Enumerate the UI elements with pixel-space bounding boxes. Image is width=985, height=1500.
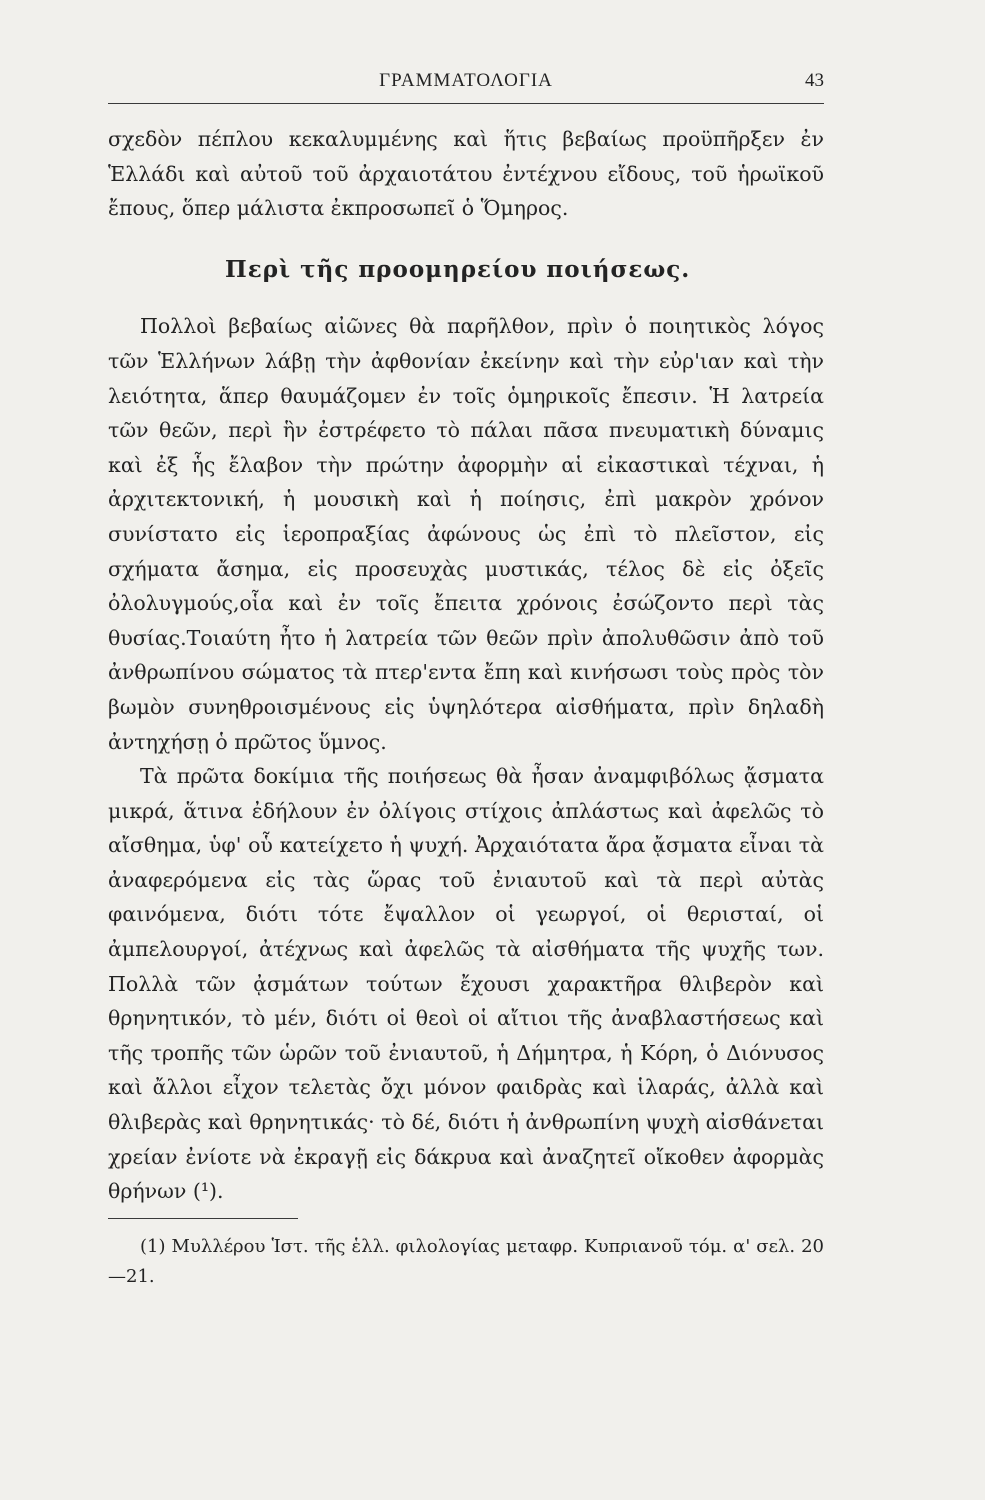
- header-rule: [108, 103, 824, 104]
- paragraph-1: Πολλοὶ βεβαίως αἰῶνες θὰ παρῆλθον, πρὶν ὁ ποιητικὸς λόγος τῶν Ἑλλήνων λάβῃ τὴν ἀφθονίαν ἐκείνην καὶ τὴν εὐρ'ιαν καὶ τὴν λειότητα, ἅπερ θαυμάζομεν ἐν τοῖς ὁμηρικοῖς ἔπεσιν. Ἡ λατρεία τῶν θεῶν, περὶ ἣν ἐστρέφετο τὸ πάλαι πᾶσα πνευματικὴ δύναμις καὶ ἐξ ἧς ἔλαβον τὴν πρώτην ἀφορμὴν αἱ εἰκαστικαὶ τέχναι, ἡ ἀρχιτεκτονική, ἡ μουσικὴ καὶ ἡ ποίησις, ἐπὶ μακρὸν χρόνον συνίστατο εἰς ἱεροπραξίας ἀφώνους ὡς ἐπὶ τὸ πλεῖστον, εἰς σχήματα ἄσημα, εἰς προσευχὰς μυστικάς, τέλος δὲ εἰς ὀξεῖς ὀλολυγμούς,οἷα καὶ ἐν τοῖς ἔπειτα χρόνοις ἐσώζοντο περὶ τὰς θυσίας.Τοιαύτη ἦτο ἡ λατρεία τῶν θεῶν πρὶν ἀπολυθῶσιν ἀπὸ τοῦ ἀνθρωπίνου σώματος τὰ πτερ'εντα ἔπη καὶ κινήσωσι τοὺς πρὸς τὸν βωμὸν συνηθροισμένους εἰς ὑψηλότερα αἰσθήματα, πρὶν δηλαδὴ ἀντηχήσῃ ὁ πρῶτος ὕμνος.: [108, 314, 824, 754]
- footnote: (1) Μυλλέρου Ἱστ. τῆς ἑλλ. φιλολογίας μεταφρ. Κυπριανοῦ τόμ. α' σελ. 20—21.: [108, 1236, 824, 1287]
- section-heading: Περὶ τῆς προομηρείου ποιήσεως.: [225, 255, 691, 283]
- running-head: [108, 70, 824, 100]
- paragraph-2: Τὰ πρῶτα δοκίμια τῆς ποιήσεως θὰ ἦσαν ἀναμφιβόλως ᾄσματα μικρά, ἅτινα ἐδήλουν ἐν ὀλίγοις στίχοις ἀπλάστως καὶ ἀφελῶς τὸ αἴσθημα, ὑφ' οὗ κατείχετο ἡ ψυχή. Ἀρχαιότατα ἄρα ᾄσματα εἶναι τὰ ἀναφερόμενα εἰς τὰς ὥρας τοῦ ἐνιαυτοῦ καὶ τὰ περὶ αὐτὰς φαινόμενα, διότι τότε ἔψαλλον οἱ γεωργοί, οἱ θερισταί, οἱ ἀμπελουργοί, ἀτέχνως καὶ ἀφελῶς τὰ αἰσθήματα τῆς ψυχῆς των. Πολλὰ τῶν ᾀσμάτων τούτων ἔχουσι χαρακτῆρα θλιβερὸν καὶ θρηνητικόν, τὸ μέν, διότι οἱ θεοὶ οἱ αἴτιοι τῆς ἀναβλαστήσεως καὶ τῆς τροπῆς τῶν ὡρῶν τοῦ ἐνιαυτοῦ, ἡ Δήμητρα, ἡ Κόρη, ὁ Διόνυσος καὶ ἄλλοι εἶχον τελετὰς ὄχι μόνον φαιδρὰς καὶ ἱλαράς, ἀλλὰ καὶ θλιβερὰς καὶ θρηνητικάς· τὸ δέ, διότι ἡ ἀνθρωπίνη ψυχὴ αἰσθάνεται χρείαν ἐνίοτε νὰ ἐκραγῇ εἰς δάκρυα καὶ ἀναζητεῖ οἴκοθεν ἀφορμὰς θρήνων (¹).: [108, 764, 824, 1204]
- body-text: [108, 122, 824, 1209]
- page-number: 43: [805, 70, 824, 91]
- running-head-title: ΓΡΑΜΜΑΤΟΛΟΓΙΑ: [379, 70, 553, 91]
- footnote-rule: [108, 1218, 298, 1219]
- opening-paragraph: σχεδὸν πέπλου κεκαλυμμένης καὶ ἥτις βεβαίως προϋπῆρξεν ἐν Ἑλλάδι καὶ αὐτοῦ τοῦ ἀρχαιοτάτου ἐντέχνου εἴδους, τοῦ ἡρωϊκοῦ ἔπους, ὅπερ μάλιστα ἐκπροσωπεῖ ὁ Ὅμηρος.: [108, 127, 824, 221]
